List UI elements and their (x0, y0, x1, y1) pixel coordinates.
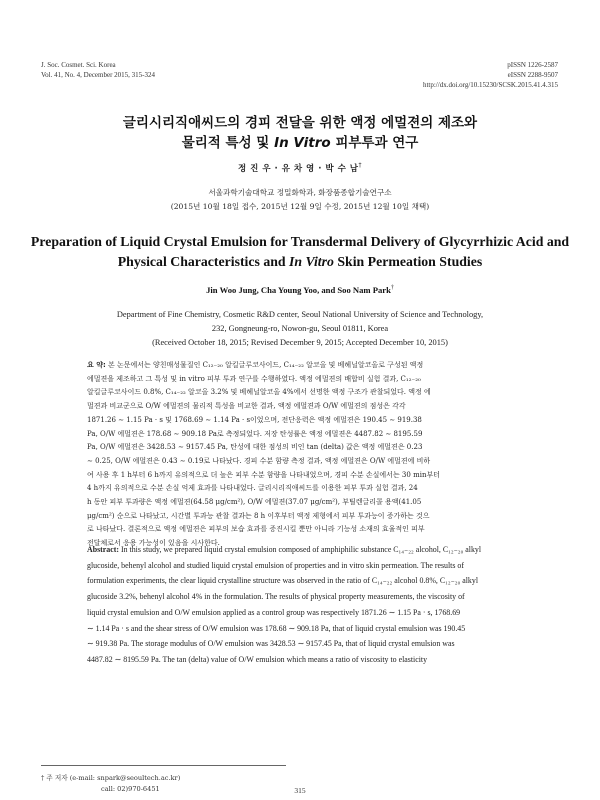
korean-affiliation-line-1: 서울과학기술대학교 정밀화학과, 화장품종합기술연구소 (208, 188, 392, 197)
english-title-line-2 (0, 252, 600, 272)
english-abstract-line: liquid crystal emulsion and O/W emulsion applied as a control group was respectively 1871.26 ∼ 1.15 Pa · s, 1768.69 (87, 607, 461, 617)
footnote-email: † 주 저자 (e-mail: snpark@seoultech.ac.kr) (41, 774, 181, 782)
english-title-italic: In Vitro (289, 254, 334, 269)
english-title-line-1: Preparation of Liquid Crystal Emulsion for Transdermal Delivery of Glycyrrhizic Acid and (30, 234, 570, 249)
korean-abstract-line: h 동안 피부 투과량은 액정 에멀젼(64.58 μg/cm²), O/W 에멀젼(37.07 μg/cm²), 부틸렌글리콜 용액(41.05 (87, 498, 422, 507)
korean-abstract-line: 로 나타났다. 결론적으로 액정 에멀젼은 피부의 보습 효과를 증진시킬 뿐만 아니라 기능성 소재의 효율적인 피부 (87, 525, 425, 534)
korean-abstract-line: 4 h까지 유의적으로 수분 손실 억제 효과를 나타내었다. 글리시리직애씨드를 이용한 피부 투과 실험 결과, 24 (87, 484, 418, 493)
korean-abstract-line: 알킬글루코사이드 0.8%, C₁₄₋₂₂ 알코올 3.2% 및 베헤닐알코올 4%에서 선명한 액정 구조가 관찰되었다. 액정 에 (87, 388, 431, 397)
english-title-line-2-post: Skin Permeation Studies (333, 254, 483, 269)
korean-title-line-2 (0, 133, 600, 153)
korean-title-line-1: 글리시리직애씨드의 경피 전달을 위한 액정 에멀젼의 제조와 (122, 115, 478, 131)
korean-title-line-2-post: 피부투과 연구 (330, 135, 419, 151)
doi-link[interactable]: http://dx.doi.org/10.15230/SCSK.2015.41.4.315 (422, 81, 558, 89)
korean-abstract-text: 본 논문에서는 양친매성물질인 C₁₂₋₂₀ 알킬글루코사이드, C₁₄₋₂₂ 알코올 및 베헤닐알코올로 구성된 액정 (105, 361, 424, 369)
footnote-divider (41, 765, 286, 766)
korean-abstract-line: 에멀젼을 제조하고 그 특성 및 in vitro 피부 투과 연구를 수행하였다. 액정 에멀젼의 배합비 실험 결과, C₁₂₋₂₀ (87, 374, 421, 383)
korean-abstract-line: μg/cm²) 순으로 나타났고, 시간별 투과능 관찰 결과는 8 h 이후부터 액정 제형에서 피부 투과능이 증가하는 것으 (87, 511, 430, 520)
korean-abstract-line: 멀젼과 비교군으로 O/W 에멀젼의 물리적 특성을 비교한 결과, 액정 에멀젼과 O/W 에멀젼의 점성은 각각 (87, 402, 406, 411)
english-affiliation-line-1: Department of Fine Chemistry, Cosmetic R&D center, Seoul National University of Science and Technology, (116, 310, 484, 319)
korean-abstract-line: Pa, O/W 에멀젼은 178.68 ∼ 909.18 Pa로 측정되었다. 저장 탄성률은 액정 에멀젼은 4487.82 ∼ 8195.59 (87, 429, 423, 438)
english-abstract-line: 4487.82 ∼ 8195.59 Pa. The tan (delta) value of O/W emulsion which means a ratio of viscosity to elasticity (87, 654, 428, 664)
journal-volume: Vol. 41, No. 4, December 2015, 315-324 (41, 71, 155, 79)
journal-name: J. Soc. Cosmet. Sci. Korea (41, 61, 116, 69)
korean-abstract-line: 1871.26 ∼ 1.15 Pa · s 및 1768.69 ∼ 1.14 Pa · s이었으며, 전단응력은 액정 에멀젼은 190.45 ∼ 919.38 (87, 415, 422, 424)
english-abstract-text: In this study, we prepared liquid crystal emulsion composed of amphiphilic substance C₁₄₋₂₂ alcohol, C₁₂₋₂₀ alkyl (119, 545, 482, 554)
english-abstract-line: glucoside, behenyl alcohol and studied liquid crystal emulsion of properties and in vitro skin permeation. The results of (87, 560, 464, 570)
korean-author-names: 정 진 우 · 유 차 영 · 박 수 남 (238, 164, 359, 174)
english-abstract (87, 542, 519, 668)
korean-abstract-line (87, 359, 519, 373)
journal-header-left (41, 60, 155, 80)
korean-affiliation (0, 186, 600, 214)
korean-abstract-line: Pa, O/W 에멀젼은 3428.53 ∼ 9157.45 Pa, 탄성에 대한 점성의 비인 tan (delta) 값은 액정 에멀젼은 0.23 (87, 443, 423, 452)
pissn: pISSN 1226-2587 (507, 61, 558, 69)
korean-authors (0, 162, 600, 174)
english-affiliation-line-2: 232, Gongneung-ro, Nowon-gu, Seoul 01811, Korea (211, 323, 389, 333)
english-corresponding-mark: † (390, 285, 394, 292)
korean-corresponding-mark: † (358, 162, 362, 170)
korean-dates: (2015년 10월 18일 접수, 2015년 12월 9일 수정, 2015년 12월 10일 채택) (170, 202, 430, 211)
journal-header-right (423, 60, 558, 90)
english-author-names: Jin Woo Jung, Cha Young Yoo, and Soo Nam Park (206, 285, 391, 295)
english-abstract-label: Abstract: (87, 545, 119, 554)
korean-title-line-2-pre: 물리적 특성 및 (181, 135, 275, 151)
english-abstract-line: ∼ 919.38 Pa. The storage modulus of O/W emulsion was 3428.53 ∼ 9157.45 Pa, that of liquid crystal emulsion was (87, 639, 455, 649)
korean-title (0, 113, 600, 153)
korean-abstract-label: 요 약: (87, 361, 106, 369)
korean-abstract-line: 여 사용 후 1 h부터 6 h까지 유의적으로 더 높은 피부 수분 함량을 나타내었으며, 경피 수분 손실에서는 30 min부터 (87, 470, 440, 479)
english-title (0, 232, 600, 272)
english-title-line-2-pre: Physical Characteristics and (117, 254, 290, 269)
korean-title-italic: In Vitro (274, 135, 331, 151)
korean-abstract (87, 359, 519, 551)
english-authors (0, 285, 600, 295)
korean-abstract-line: ∼ 0.25, O/W 에멀젼은 0.43 ∼ 0.19로 나타났다. 경피 수분 함량 측정 결과, 액정 에멀젼은 O/W 에멀젼에 비하 (87, 456, 431, 465)
english-dates: (Received October 18, 2015; Revised December 9, 2015; Accepted December 10, 2015) (152, 337, 448, 347)
footnote-phone: call: 02)970-6451 (101, 785, 160, 793)
english-abstract-line: formulation experiments, the clear liquid crystalline structure was observed in the ratio of C₁₄₋₂₂ alcohol 0.8%, C₁₂₋₂₀ alkyl (87, 576, 479, 586)
english-abstract-line (87, 542, 519, 558)
english-affiliation (0, 308, 600, 349)
korean-abstract-line: 전달체로서 응용 가능성이 있음을 시사한다. (87, 539, 220, 548)
english-abstract-line: ∼ 1.14 Pa · s and the shear stress of O/W emulsion was 178.68 ∼ 909.18 Pa, that of liquid crystal emulsion was 190.45 (87, 623, 466, 633)
english-abstract-line: glucoside 3.2%, behenyl alcohol 4% in the formulation. The results of physical property measurements, the viscosity of (87, 592, 465, 602)
page-number: 315 (294, 786, 306, 795)
eissn: eISSN 2288-9507 (507, 71, 558, 79)
